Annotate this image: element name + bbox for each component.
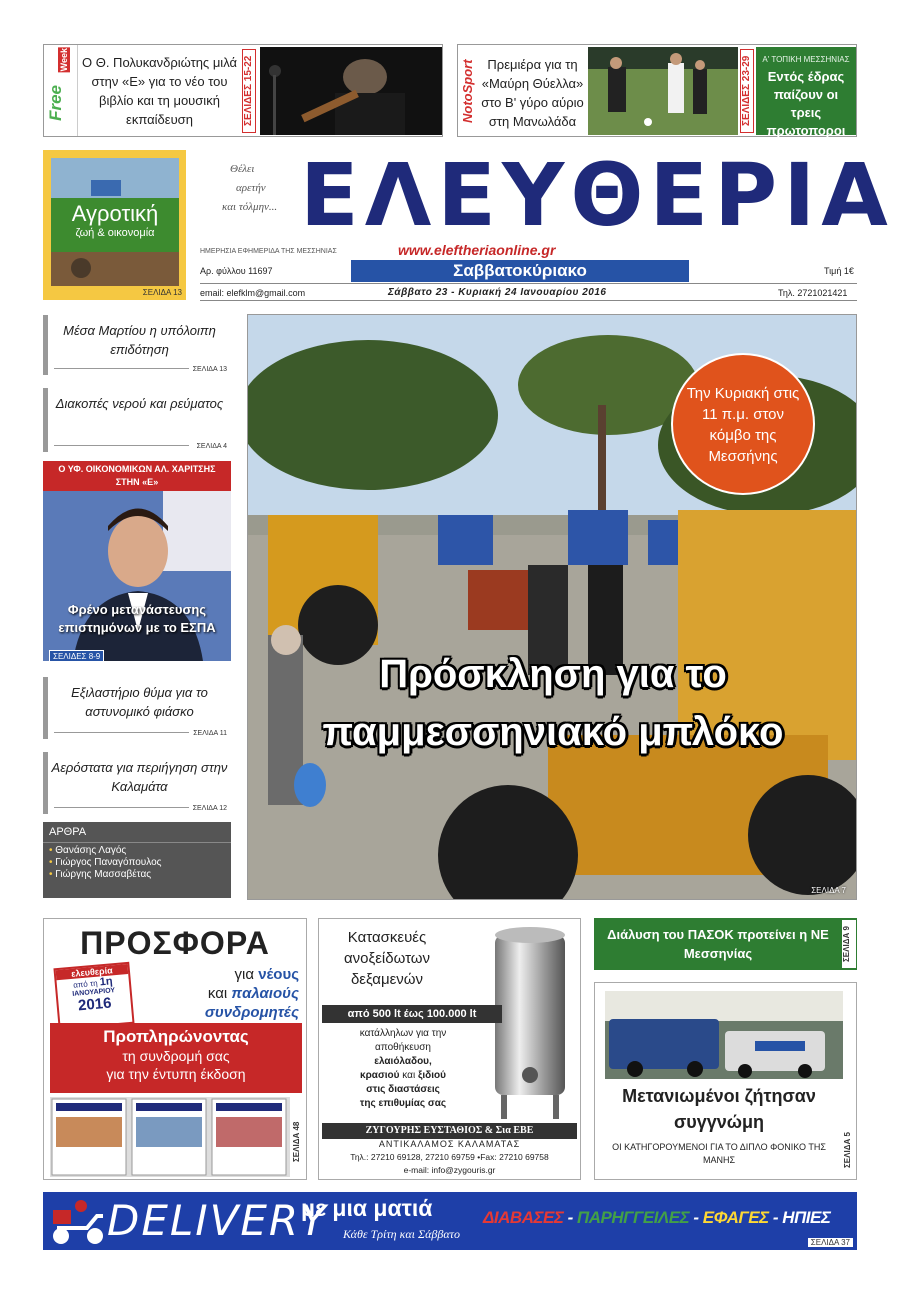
feature-charitsis[interactable] bbox=[43, 461, 231, 661]
mani-story[interactable] bbox=[594, 982, 857, 1180]
subscription-promo[interactable] bbox=[43, 918, 307, 1180]
sidebar-item-subsidy[interactable] bbox=[43, 315, 231, 375]
promo-line-3: συνδρομητές bbox=[204, 1004, 299, 1021]
promo-line-2 bbox=[134, 984, 299, 1003]
steel-tank-image bbox=[481, 925, 577, 1125]
divider bbox=[54, 732, 189, 733]
sport-pages: ΣΕΛΙΔΕΣ 23-29 bbox=[740, 49, 754, 133]
company-bar: ΖΥΓΟΥΡΗΣ ΕΥΣΤΑΘΙΟΣ & Σια ΕΒΕ bbox=[322, 1123, 577, 1139]
sidebar-item-page: ΣΕΛΙΔΑ 12 bbox=[192, 805, 227, 812]
weekend-label bbox=[44, 45, 78, 136]
articles-title: ΑΡΘΡΑ bbox=[43, 822, 231, 843]
main-story[interactable] bbox=[247, 314, 857, 900]
sidebar-item-page: ΣΕΛΙΔΑ 13 bbox=[192, 366, 227, 373]
notosport-label: NotoSport bbox=[460, 59, 475, 123]
stamp-month: ΙΑΝΟΥΑΡΙΟΥ bbox=[72, 987, 116, 998]
edition-bar: Σαββατοκύριακο bbox=[351, 260, 689, 282]
main-story-page: ΣΕΛΙΔΑ 7 bbox=[811, 886, 846, 895]
article-author-name: Θανάσης Λαγός bbox=[55, 845, 127, 856]
promo-title: ΠΡΟΣΦΟΡΑ bbox=[80, 925, 270, 961]
ad-line-1: κατάλληλων για την bbox=[359, 1028, 447, 1039]
local-league-box bbox=[756, 47, 856, 138]
company-tel: Τηλ.: 27210 69128, 27210 69759 •Fax: 27210 69758 bbox=[350, 1152, 549, 1162]
police-vans-photo bbox=[605, 991, 843, 1079]
issue-number: Αρ. φύλλου 11697 bbox=[200, 266, 273, 276]
weekend-pages: ΣΕΛΙΔΕΣ 15-22 bbox=[242, 49, 256, 133]
article-author-name: Γιώργης Μασσαβέτας bbox=[55, 869, 152, 880]
ad-line-6: της επιθυμίας σας bbox=[359, 1098, 447, 1109]
agrotiki-supplement[interactable] bbox=[43, 150, 186, 300]
feature-pages: ΣΕΛΙΔΕΣ 8-9 bbox=[49, 650, 104, 661]
sport-text: Πρεμιέρα για τη «Μαύρη Θύελλα» στο Β' γύρο αύριο στη Μανωλάδα bbox=[481, 57, 584, 129]
delivery-page: ΣΕΛΙΔΑ 37 bbox=[808, 1238, 853, 1247]
masthead-rule-bottom bbox=[200, 300, 857, 301]
ad-line-4 bbox=[323, 1069, 483, 1083]
ad-line-2: αποθήκευση bbox=[375, 1042, 431, 1053]
newspaper-logo: ΕΛΕΥΘΕΡΙΑ bbox=[300, 146, 894, 246]
ad-line-5: στις διαστάσεις bbox=[366, 1084, 440, 1095]
masthead-motto bbox=[222, 160, 304, 217]
mani-subheadline: ΟΙ ΚΑΤΗΓΟΡΟΥΜΕΝΟΙ ΓΙΑ ΤΟ ΔΙΠΛΟ ΦΟΝΙΚΟ ΤΗΣ ΜΑΝΗΣ bbox=[612, 1142, 826, 1165]
contact-email[interactable]: email: elefklm@gmail.com bbox=[200, 288, 306, 298]
weekend-week-label: Week bbox=[59, 48, 69, 72]
price: Τιμή 1€ bbox=[824, 266, 854, 276]
ad-body bbox=[323, 1027, 483, 1111]
promo-banner-2: τη συνδρομή σας bbox=[122, 1048, 230, 1064]
capacity-range: από 500 lt έως 100.000 lt bbox=[322, 1005, 502, 1023]
rally-time-badge: Την Κυριακή στις 11 π.μ. στον κόμβο της Μεσσήνης bbox=[673, 355, 813, 493]
promo-line-1-em: νέους bbox=[258, 966, 299, 983]
guitarist-photo bbox=[260, 47, 442, 135]
category-sep: - bbox=[693, 1208, 699, 1227]
local-league-kicker: Α' ΤΟΠΙΚΗ ΜΕΣΣΗΝΙΑΣ bbox=[762, 55, 850, 64]
ad-title: Κατασκευές ανοξείδωτων δεξαμενών bbox=[343, 929, 431, 988]
mani-page: ΣΕΛΙΔΑ 5 bbox=[843, 1132, 852, 1168]
sidebar-item-text: Διακοπές νερού και ρεύματος bbox=[55, 396, 224, 411]
delivery-subtitle: Κάθε Τρίτη και Σάββατο bbox=[343, 1227, 460, 1241]
category-sep: - bbox=[567, 1208, 573, 1227]
category-sep: - bbox=[772, 1208, 779, 1227]
football-photo bbox=[588, 47, 738, 135]
motto-line-2: αρετήν bbox=[236, 182, 266, 194]
weekend-free-label: Free bbox=[46, 85, 65, 121]
divider bbox=[54, 807, 189, 808]
feature-kicker: Ο ΥΦ. ΟΙΚΟΝΟΜΙΚΩΝ ΑΛ. ΧΑΡΙΤΣΗΣ ΣΤΗΝ «Ε» bbox=[43, 461, 231, 491]
delivery-tagline: με μια ματιά bbox=[301, 1195, 433, 1221]
sidebar-item-page: ΣΕΛΙΔΑ 4 bbox=[196, 443, 227, 450]
agrotiki-title: Αγροτική bbox=[71, 201, 159, 226]
promo-line-1-prefix: για bbox=[234, 966, 259, 983]
sidebar-item-scapegoat[interactable] bbox=[43, 677, 231, 739]
motto-line-1: Θέλει bbox=[230, 163, 255, 175]
feature-headline: Φρένο μετανάστευσης επιστημόνων με το ΕΣΠΑ bbox=[58, 602, 216, 635]
article-author[interactable]: • Θανάσης Λαγός bbox=[49, 845, 127, 856]
main-headline-line-2: παμμεσσηνιακό μπλόκο bbox=[322, 710, 784, 754]
category-1: ΔΙΑΒΑΣΕΣ bbox=[483, 1208, 564, 1227]
category-2: ΠΑΡΗΓΓΕΙΛΕΣ bbox=[577, 1208, 690, 1227]
sidebar-item-text: Εξιλαστήριο θύμα για το αστυνομικό φιάσκο bbox=[71, 685, 208, 719]
pasok-headline: Διάλυση του ΠΑΣΟΚ προτείνει η ΝΕ Μεσσηνίας bbox=[607, 927, 829, 961]
ad-line-4c: ξιδιού bbox=[417, 1070, 446, 1081]
website-url[interactable]: www.eleftheriaonline.gr bbox=[398, 242, 556, 258]
article-author-name: Γιώργος Παναγόπουλος bbox=[55, 857, 162, 868]
scooter-icon bbox=[47, 1196, 107, 1246]
contact-phone: Τηλ. 2721021421 bbox=[778, 288, 848, 298]
motto-line-3: και τόλμην... bbox=[222, 201, 278, 213]
agrotiki-label bbox=[51, 198, 179, 252]
promo-line-1 bbox=[134, 965, 299, 984]
category-3: ΕΦΑΓΕΣ bbox=[702, 1208, 769, 1227]
sidebar-item-text: Μέσα Μαρτίου η υπόλοιπη επιδότηση bbox=[63, 323, 216, 357]
delivery-categories bbox=[483, 1208, 855, 1228]
mani-headline: Μετανιωμένοι ζήτησαν συγγνώμη bbox=[622, 1086, 816, 1132]
front-pages-collage bbox=[50, 1097, 290, 1177]
main-headline-line-1: Πρόσκληση για το bbox=[379, 652, 727, 696]
stamp-year: 2016 bbox=[77, 994, 113, 1015]
stamp-day: 1η bbox=[99, 975, 114, 989]
sport-teaser[interactable] bbox=[457, 44, 857, 137]
article-author[interactable]: • Γιώργος Παναγόπουλος bbox=[49, 857, 162, 868]
ad-line-3: ελαιόλαδου, bbox=[374, 1056, 432, 1067]
promo-stamp bbox=[53, 962, 134, 1030]
promo-line-2-prefix: και bbox=[207, 985, 232, 1002]
main-headline bbox=[248, 645, 857, 761]
sidebar-item-text: Αερόστατα για περιήγηση στην Καλαμάτα bbox=[51, 760, 228, 794]
delivery-word: DELIVERY bbox=[107, 1196, 328, 1245]
promo-page: ΣΕΛΙΔΑ 48 bbox=[292, 1121, 301, 1163]
stamp-from: από τη bbox=[72, 978, 98, 990]
ad-line-4a: κρασιού bbox=[360, 1070, 400, 1081]
divider bbox=[54, 368, 189, 369]
masthead-rule bbox=[200, 283, 857, 284]
ad-line-4b: και bbox=[399, 1070, 418, 1081]
issue-date: Σάββατο 23 - Κυριακή 24 Ιανουαρίου 2016 bbox=[388, 287, 607, 298]
promo-banner-1: Προπληρώνοντας bbox=[103, 1027, 249, 1046]
promo-audience bbox=[134, 965, 299, 1022]
weekend-teaser[interactable] bbox=[43, 44, 443, 137]
local-league-headline: Εντός έδρας παίζουν οι τρεις πρωτοποροι bbox=[766, 69, 846, 138]
promo-line-2-em: παλαιούς bbox=[231, 985, 299, 1002]
pasok-story[interactable] bbox=[594, 918, 857, 970]
masthead-tagline: ΗΜΕΡΗΣΙΑ ΕΦΗΜΕΡΙΔΑ ΤΗΣ ΜΕΣΣΗΝΙΑΣ bbox=[200, 248, 337, 255]
sidebar-item-page: ΣΕΛΙΔΑ 11 bbox=[193, 730, 227, 737]
agrotiki-page: ΣΕΛΙΔΑ 13 bbox=[142, 288, 182, 297]
divider bbox=[54, 445, 189, 446]
weekend-text: Ο Θ. Πολυκανδριώτης μιλά στην «Ε» για το νέο του βιβλίο και τη μουσική εκπαίδευση bbox=[82, 55, 238, 127]
promo-banner bbox=[50, 1023, 302, 1093]
sidebar-item-outages[interactable] bbox=[43, 388, 231, 452]
delivery-banner[interactable] bbox=[43, 1192, 857, 1250]
category-4: ΗΠΙΕΣ bbox=[782, 1208, 831, 1227]
company-email[interactable]: e-mail: info@zygouris.gr bbox=[403, 1165, 496, 1175]
articles-box bbox=[43, 822, 231, 898]
promo-banner-3: για την έντυπη έκδοση bbox=[106, 1066, 246, 1082]
tanks-ad[interactable] bbox=[318, 918, 581, 1180]
article-author[interactable]: • Γιώργης Μασσαβέτας bbox=[49, 869, 152, 880]
stamp-logo: ελευθερία bbox=[56, 964, 129, 980]
pasok-page: ΣΕΛΙΔΑ 9 bbox=[842, 920, 856, 968]
sidebar-item-balloons[interactable] bbox=[43, 752, 231, 814]
agrotiki-subtitle: ζωή & οικονομία bbox=[75, 227, 155, 239]
company-place: ΑΝΤΙΚΑΛΑΜΟΣ ΚΑΛΑΜΑΤΑΣ bbox=[378, 1139, 521, 1149]
